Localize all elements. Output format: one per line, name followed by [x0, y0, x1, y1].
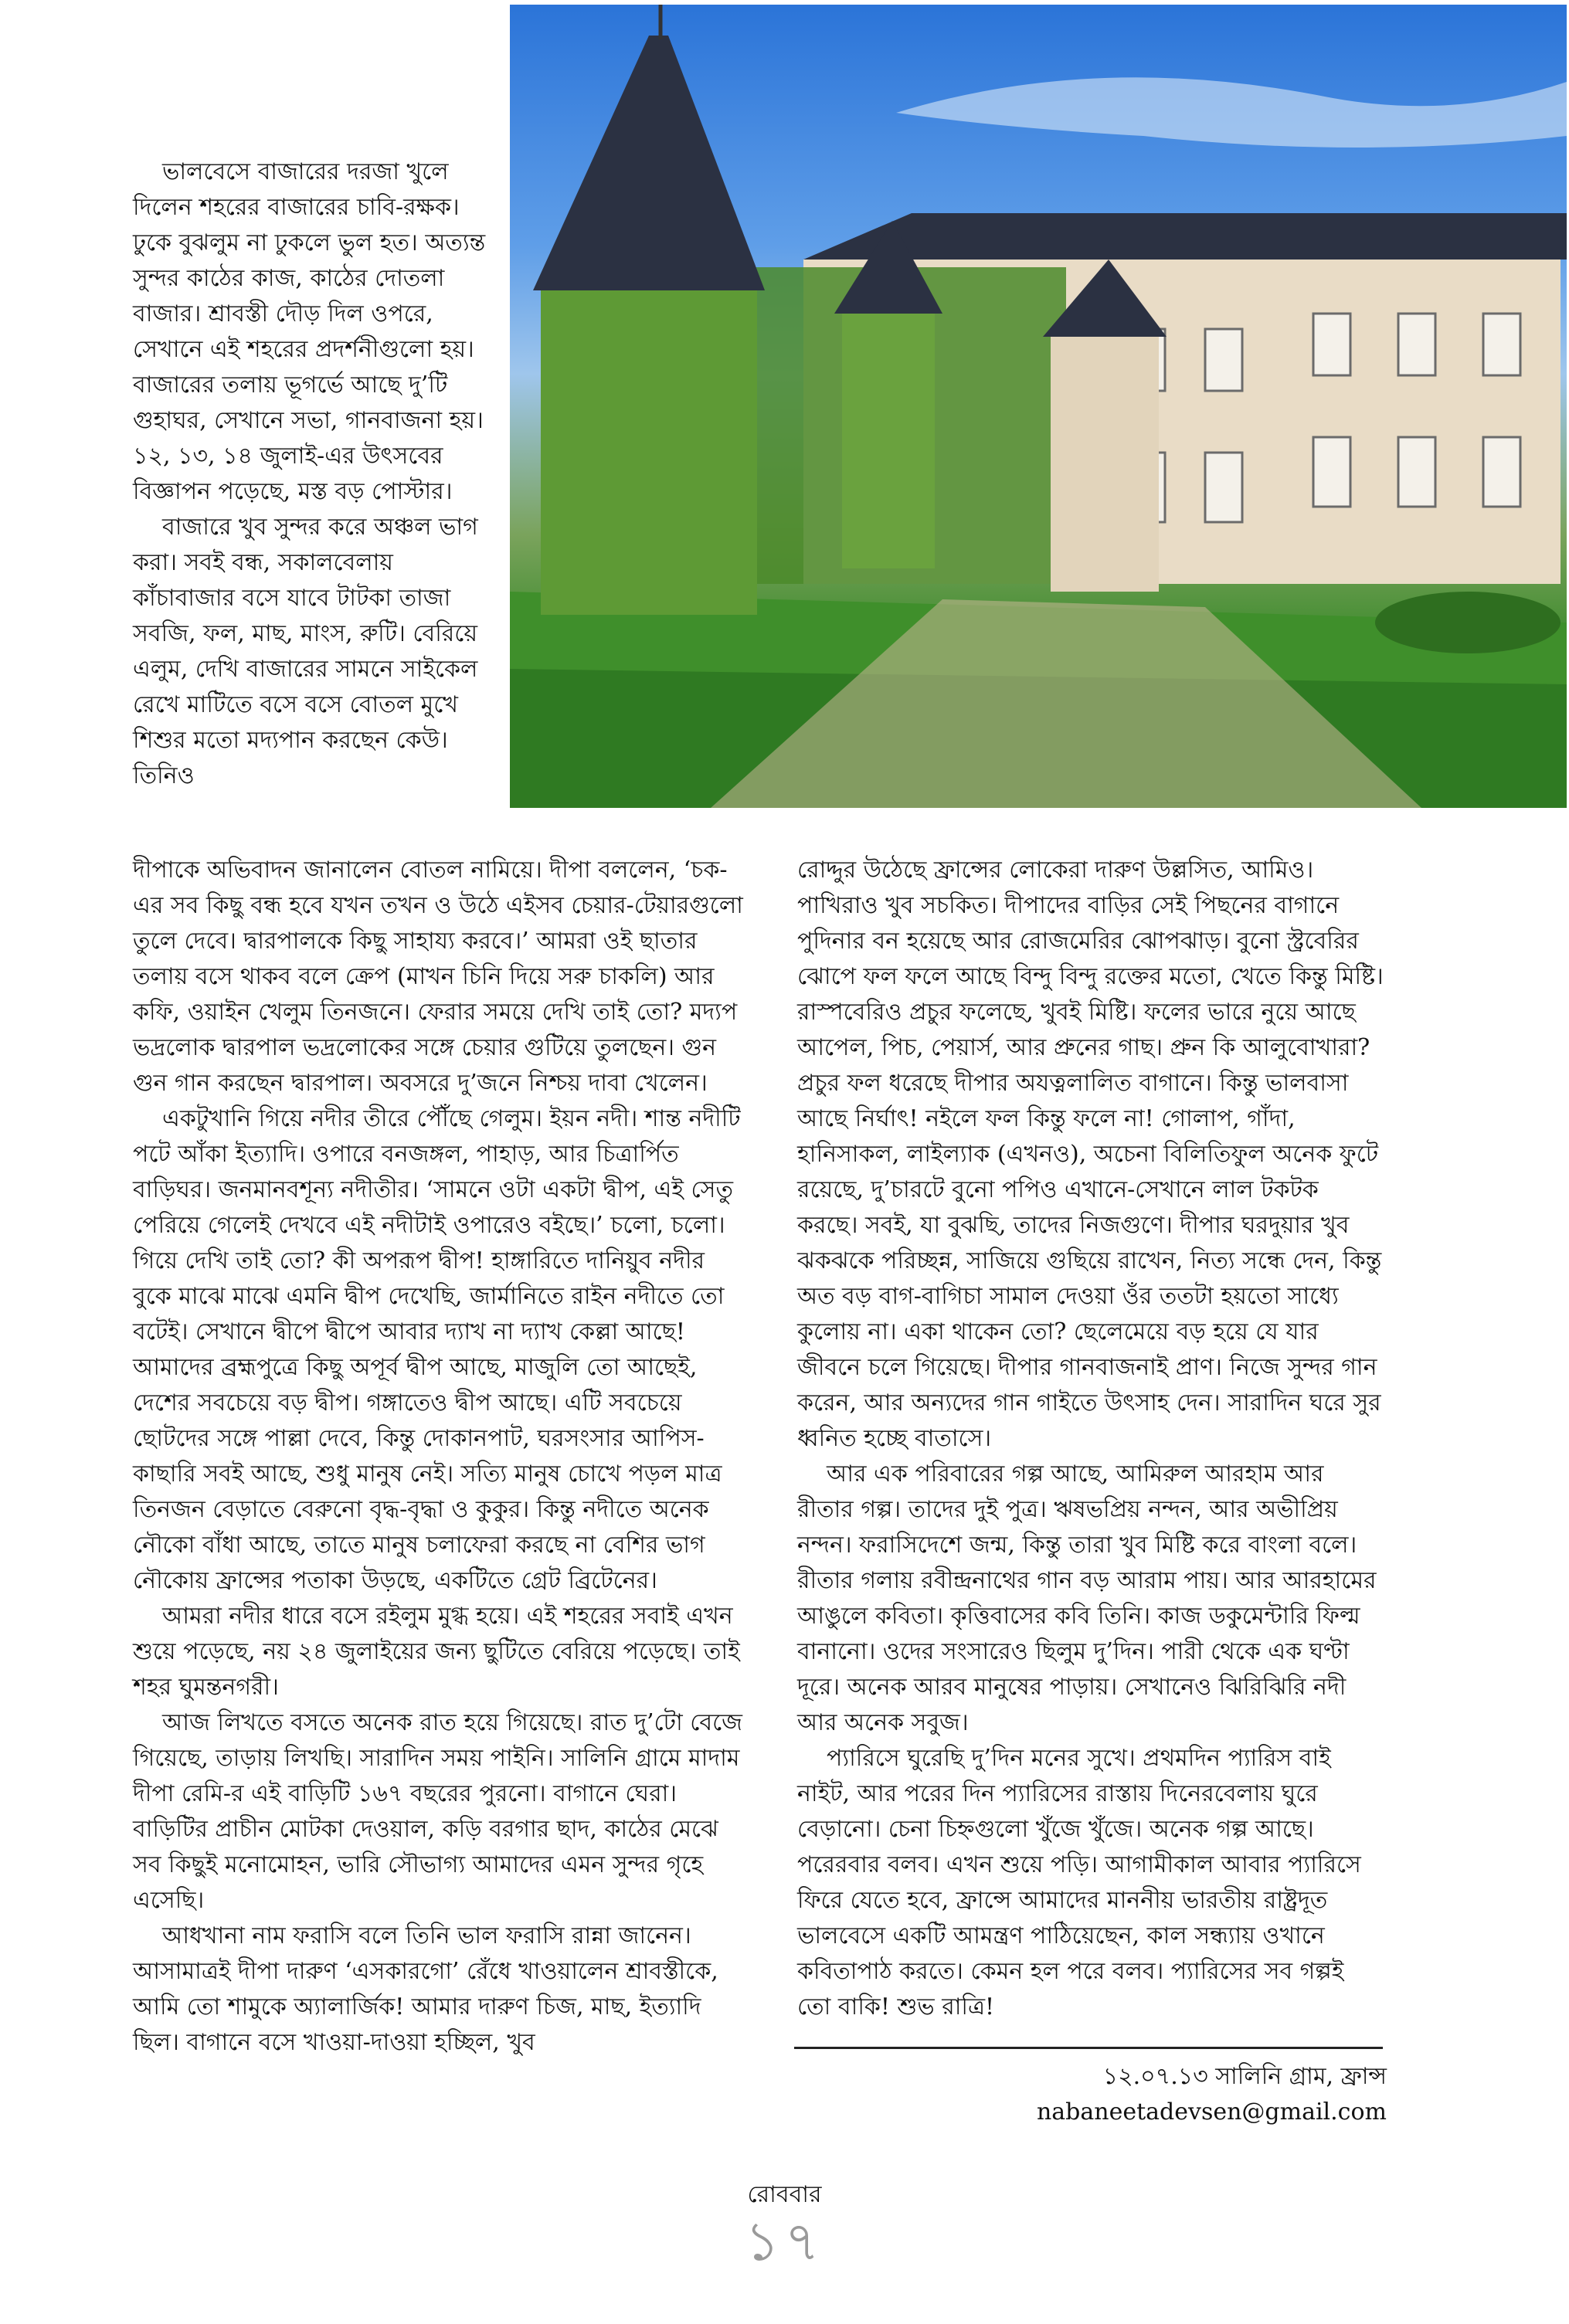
article-column-left: [133, 853, 743, 2061]
article-paragraph: আর এক পরিবারের গল্প আছে, আমিরুল আরহাম আর রীতার গল্প। তাদের দুই পুত্র। ঋষভপ্রিয় নন্দন, আর অভীপ্রিয় নন্দন। ফরাসিদেশে জন্ম, কিন্তু তারা খুব মিষ্টি করে বাংলা বলে। রীতার গলায় রবীন্দ্রনাথের গান বড় আরাম পায়। আর আরহামের আঙুলে কবিতা। কৃত্তিবাসের কবি তিনি। কাজ ডকুমেন্টারি ফিল্ম বানানো। ওদের সংসারেও ছিলুম দু’দিন। পারী থেকে এক ঘণ্টা দূরে। অনেক আরব মানুষের পাড়ায়। সেখানেও ঝিরিঝিরি নদী আর অনেক সবুজ।: [797, 1461, 1377, 1736]
article-column-right: [797, 853, 1384, 2025]
article-paragraph: রোদ্দুর উঠেছে ফ্রান্সের লোকেরা দারুণ উল্লসিত, আমিও। পাখিরাও খুব সচকিত। দীপাদের বাড়ির সেই পিছনের বাগানে পুদিনার বন হয়েছে আর রোজমেরির ঝোপঝাড়। বুনো স্ট্রবেরির ঝোপে ফল ফলে আছে বিন্দু বিন্দু রক্তের মতো, খেতে কিন্তু মিষ্টি। রাস্পবেরিও প্রচুর ফলেছে, খুবই মিষ্টি। ফলের ভারে নুয়ে আছে আপেল, পিচ, পেয়ার্স, আর প্রুনের গাছ। প্রুন কি আলুবোখারা? প্রচুর ফল ধরেছে দীপার অযত্নলালিত বাগানে। কিন্তু ভালবাসা আছে নির্ঘাৎ! নইলে ফল কিন্তু ফলে না! গোলাপ, গাঁদা, হানিসাকল, লাইল্যাক (এখনও), অচেনা বিলিতিফুল অনেক ফুটে রয়েছে, দু’চারটে বুনো পপিও এখানে-সেখানে লাল টকটক করছে। সবই, যা বুঝছি, তাদের নিজগুণে। দীপার ঘরদুয়ার খুব ঝকঝকে পরিচ্ছন্ন, সাজিয়ে গুছিয়ে রাখেন, নিত্য সন্ধে দেন, কিন্তু অত বড় বাগ-বাগিচা সামাল দেওয়া ওঁর ততটা হয়তো সাধ্যে কুলোয় না। একা থাকেন তো? ছেলেমেয়ে বড় হয়ে যে যার জীবনে চলে গিয়েছে। দীপার গানবাজনাই প্রাণ। নিজে সুন্দর গান করেন, আর অন্যদের গান গাইতে উৎসাহ দেন। সারাদিন ঘরে সুর ধ্বনিত হচ্ছে বাতাসে।: [797, 857, 1384, 1452]
author-email: nabaneetadevsen@gmail.com: [1036, 2098, 1387, 2126]
article-paragraph: একটুখানি গিয়ে নদীর তীরে পৌঁছে গেলুম। ইয়ন নদী। শান্ত নদীটি পটে আঁকা ইত্যাদি। ওপারে বনজঙ্গল, পাহাড়, আর চিত্রার্পিত বাড়িঘর। জনমানবশূন্য নদীতীর। ‘সামনে ওটা একটা দ্বীপ, এই সেতু পেরিয়ে গেলেই দেখবে এই নদীটাই ওপারেও বইছে।’ চলো, চলো। গিয়ে দেখি তাই তো? কী অপরূপ দ্বীপ! হাঙ্গারিতে দানিয়ুব নদীর বুকে মাঝে মাঝে এমনি দ্বীপ দেখেছি, জার্মানিতে রাইন নদীতে তো বটেই। সেখানে দ্বীপে দ্বীপে আবার দ্যাখ না দ্যাখ কেল্লা আছে! আমাদের ব্রহ্মপুত্রে কিছু অপূর্ব দ্বীপ আছে, মাজুলি তো আছেই, দেশের সবচেয়ে বড় দ্বীপ। গঙ্গাতেও দ্বীপ আছে। এটি সবচেয়ে ছোটদের সঙ্গে পাল্লা দেবে, কিন্তু দোকানপাট, ঘরসংসার আপিস-কাছারি সবই আছে, শুধু মানুষ নেই। সত্যি মানুষ চোখে পড়ল মাত্র তিনজন বেড়াতে বেরুনো বৃদ্ধ-বৃদ্ধা ও কুকুর। কিন্তু নদীতে অনেক নৌকো বাঁধা আছে, তাতে মানুষ চলাফেরা করছে না বেশির ভাগ নৌকোয় ফ্রান্সের পতাকা উড়ছে, একটিতে গ্রেট ব্রিটেনের।: [133, 1105, 741, 1594]
article-paragraph: দীপাকে অভিবাদন জানালেন বোতল নামিয়ে। দীপা বললেন, ‘চক-এর সব কিছু বন্ধ হবে যখন তখন ও উঠে এইসব চেয়ার-টেয়ারগুলো তুলে দেবে। দ্বারপালকে কিছু সাহায্য করবে।’ আমরা ওই ছাতার তলায় বসে থাকব বলে ক্রেপ (মাখন চিনি দিয়ে সরু চাকলি) আর কফি, ওয়াইন খেলুম তিনজনে। ফেরার সময়ে দেখি তাই তো? মদ্যপ ভদ্রলোক দ্বারপাল ভদ্রলোকের সঙ্গে চেয়ার গুটিয়ে তুলছেন। গুন গুন গান করছেন দ্বারপাল। অবসরে দু’জনে নিশ্চয় দাবা খেলেন।: [133, 857, 743, 1097]
article-paragraph: প্যারিসে ঘুরেছি দু’দিন মনের সুখে। প্রথমদিন প্যারিস বাই নাইট, আর পরের দিন প্যারিসের রাস্তায় দিনেরবেলায় ঘুরে বেড়ানো। চেনা চিহ্নগুলো খুঁজে খুঁজে। অনেক গল্প আছে। পরেরবার বলব। এখন শুয়ে পড়ি। আগামীকাল আবার প্যারিসে ফিরে যেতে হবে, ফ্রান্সে আমাদের মাননীয় ভারতীয় রাষ্ট্রদূত ভালবেসে একটি আমন্ত্রণ পাঠিয়েছেন, কাল সন্ধ্যায় ওখানে কবিতাপাঠ করতে। কেমন হল পরে বলব। প্যারিসের সব গল্পই তো বাকি! শুভ রাত্রি!: [797, 1745, 1361, 2020]
article-paragraph: আধখানা নাম ফরাসি বলে তিনি ভাল ফরাসি রান্না জানেন। আসামাত্রই দীপা দারুণ ‘এসকারগো’ রেঁধে খাওয়ালেন শ্রাবস্তীকে, আমি তো শামুকে অ্যালার্জিক! আমার দারুণ চিজ, মাছ, ইত্যাদি ছিল। বাগানে বসে খাওয়া-দাওয়া হচ্ছিল, খুব: [133, 1922, 718, 2056]
chateau-photo: [510, 5, 1567, 808]
article-paragraph: ভালবেসে বাজারের দরজা খুলে দিলেন শহরের বাজারের চাবি-রক্ষক। ঢুকে বুঝলুম না ঢুকলে ভুল হত। অত্যন্ত সুন্দর কাঠের কাজ, কাঠের দোতলা বাজার। শ্রাবস্তী দৌড় দিল ওপরে, সেখানে এই শহরের প্রদর্শনীগুলো হয়। বাজারের তলায় ভূগর্ভে আছে দু’টি গুহাঘর, সেখানে সভা, গানবাজনা হয়। ১২, ১৩, ১৪ জুলাই-এর উৎসবের বিজ্ঞাপন পড়েছে, মস্ত বড় পোস্টার।: [133, 158, 486, 505]
article-paragraph: আমরা নদীর ধারে বসে রইলুম মুগ্ধ হয়ে। এই শহরের সবাই এখন শুয়ে পড়েছে, নয় ২৪ জুলাইয়ের জন্য ছুটিতে বেরিয়ে পড়েছে। তাই শহর ঘুমন্তনগরী।: [133, 1603, 740, 1701]
signoff: [1037, 2059, 1387, 2130]
article-paragraph: আজ লিখতে বসতে অনেক রাত হয়ে গিয়েছে। রাত দু’টো বেজে গিয়েছে, তাড়ায় লিখছি। সারাদিন সময় পাইনি। সালিনি গ্রামে মাদাম দীপা রেমি-র এই বাড়িটি ১৬৭ বছরের পুরনো। বাগানে ঘেরা। বাড়িটির প্রাচীন মোটকা দেওয়াল, কড়ি বরগার ছাদ, কাঠের মেঝে সব কিছুই মনোমোহন, ভারি সৌভাগ্য আমাদের এমন সুন্দর গৃহে এসেছি।: [133, 1709, 742, 1914]
dateline: ১২.০৭.১৩ সালিনি গ্রাম, ফ্রান্স: [1102, 2063, 1387, 2090]
page-number: ১৭: [745, 2210, 824, 2273]
article-column-left-top: [133, 154, 496, 794]
signoff-divider: [794, 2047, 1383, 2049]
article-paragraph: বাজারে খুব সুন্দর করে অঞ্চল ভাগ করা। সবই বন্ধ, সকালবেলায় কাঁচাবাজার বসে যাবে টাটকা তাজা সবজি, ফল, মাছ, মাংস, রুটি। বেরিয়ে এলুম, দেখি বাজারের সামনে সাইকেল রেখে মাটিতে বসে বসে বোতল মুখে শিশুর মতো মদ্যপান করছেন কেউ। তিনিও: [133, 514, 478, 789]
magazine-name: রোববার: [747, 2181, 822, 2208]
page-footer: [0, 2180, 1569, 2272]
chateau-illustration: [510, 5, 1567, 808]
